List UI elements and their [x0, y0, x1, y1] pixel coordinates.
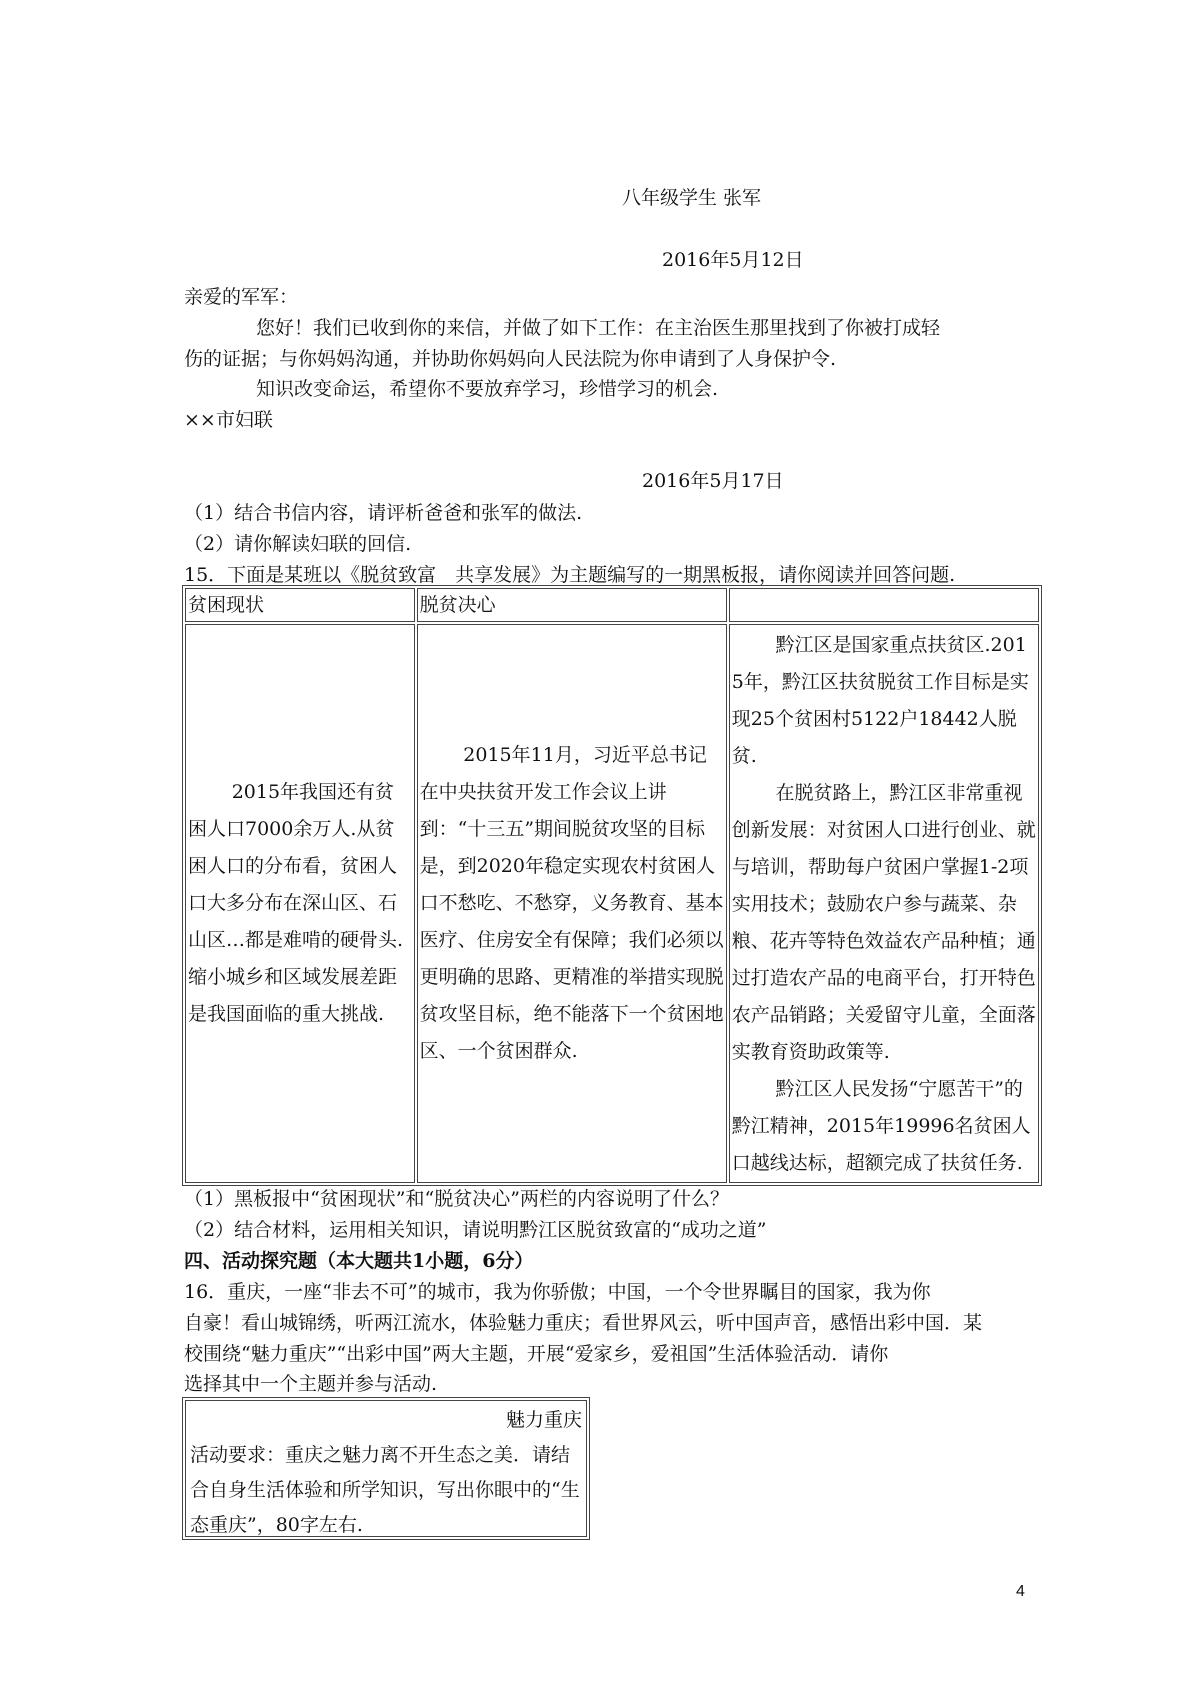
activity-box-inner: [185, 1400, 587, 1537]
q16-line-4: 选择其中一个主题并参与活动.: [184, 1373, 438, 1395]
q16-line-2: 自豪！看山城锦绣，听两江流水，体验魅力重庆；看世界风云，听中国声音，感悟出彩中国．某: [184, 1312, 983, 1334]
activity-box: [182, 1397, 590, 1540]
header-poverty-resolve: 脱贫决心: [417, 588, 727, 622]
q15-sub1: （1）黑板报中“贫困现状”和“脱贫决心”两栏的内容说明了什么？: [184, 1188, 729, 1210]
activity-title: 魅力重庆: [505, 1409, 582, 1431]
section-4-heading: 四、活动探究题（本大题共1小题，6分）: [184, 1250, 534, 1272]
cell-qianjiang: [729, 624, 1039, 1183]
header-poverty-status: 贫困现状: [185, 588, 415, 622]
reply-sender: ××市妇联: [184, 409, 273, 431]
q15-stem: 15．下面是某班以《脱贫致富 共享发展》为主题编写的一期黑板报，请你阅读并回答问题.: [184, 564, 956, 586]
header-third: [729, 588, 1039, 622]
q14-sub2: （2）请你解读妇联的回信.: [184, 533, 412, 555]
letter-date: 2016年5月12日: [662, 249, 804, 271]
cell-poverty-resolve: [417, 624, 727, 1183]
q16-line-3: 校围绕“魅力重庆”“出彩中国”两大主题，开展“爱家乡，爱祖国”生活体验活动．请你: [184, 1343, 889, 1365]
q16-line-1: 16．重庆，一座“非去不可”的城市，我为你骄傲；中国，一个令世界瞩目的国家，我为你: [184, 1281, 931, 1303]
letter-signature: 八年级学生 张军: [622, 187, 762, 209]
qianjiang-paragraph-3: 黔江区人民发扬“宁愿苦干”的黔江精神，2015年19996名贫困人口越线达标，超额完成了扶贫任务.: [731, 1078, 1031, 1174]
blackboard-table: [182, 585, 1042, 1186]
cell-poverty-status: [185, 624, 415, 1183]
poverty-status-text: 2015年我国还有贫困人口7000余万人.从贫困人口的分布看，贫困人口大多分布在深山区、石山区…都是难啃的硬骨头.缩小城乡和区域发展差距是我国面临的重大挑战.: [188, 781, 404, 1025]
table-body-row: [185, 624, 1039, 1183]
reply-salutation: 亲爱的军军：: [184, 286, 299, 308]
activity-requirement: 活动要求：重庆之魅力离不开生态之美．请结合自身生活体验和所学知识，写出你眼中的“生态重庆”，80字左右.: [190, 1444, 580, 1536]
reply-paragraph-2: 知识改变命运，希望你不要放弃学习，珍惜学习的机会.: [256, 378, 719, 400]
page-number: 4: [1016, 1583, 1025, 1600]
reply-paragraph-1b: 伤的证据；与你妈妈沟通，并协助你妈妈向人民法院为你申请到了人身保护令.: [184, 348, 837, 370]
reply-paragraph-1a: 您好！我们已收到你的来信，并做了如下工作：在主治医生那里找到了你被打成轻: [256, 317, 941, 339]
qianjiang-paragraph-2: 在脱贫路上，黔江区非常重视创新发展：对贫困人口进行创业、就与培训，帮助每户贫困户掌握1-2项实用技术；鼓励农户参与蔬菜、杂粮、花卉等特色效益农产品种植；通过打造农产品的电商平台，打开特色农产品销路；关爱留守儿童，全面落实教育资助政策等.: [731, 782, 1036, 1063]
q15-sub2: （2）结合材料，运用相关知识，请说明黔江区脱贫致富的“成功之道”: [184, 1219, 767, 1241]
poverty-resolve-text: 2015年11月，习近平总书记在中央扶贫开发工作会议上讲到：“十三五”期间脱贫攻坚的目标是，到2020年稳定实现农村贫困人口不愁吃、不愁穿，义务教育、基本医疗、住房安全有保障；我们必须以更明确的思路、更精准的举措实现脱贫攻坚目标，绝不能落下一个贫困地区、一个贫困群众.: [419, 744, 724, 1062]
reply-date: 2016年5月17日: [642, 470, 784, 492]
q14-sub1: （1）结合书信内容，请评析爸爸和张军的做法.: [184, 502, 583, 524]
qianjiang-paragraph-1: 黔江区是国家重点扶贫区.2015年，黔江区扶贫脱贫工作目标是实现25个贫困村5122户18442人脱贫.: [731, 634, 1029, 767]
table-header-row: [185, 588, 1039, 622]
